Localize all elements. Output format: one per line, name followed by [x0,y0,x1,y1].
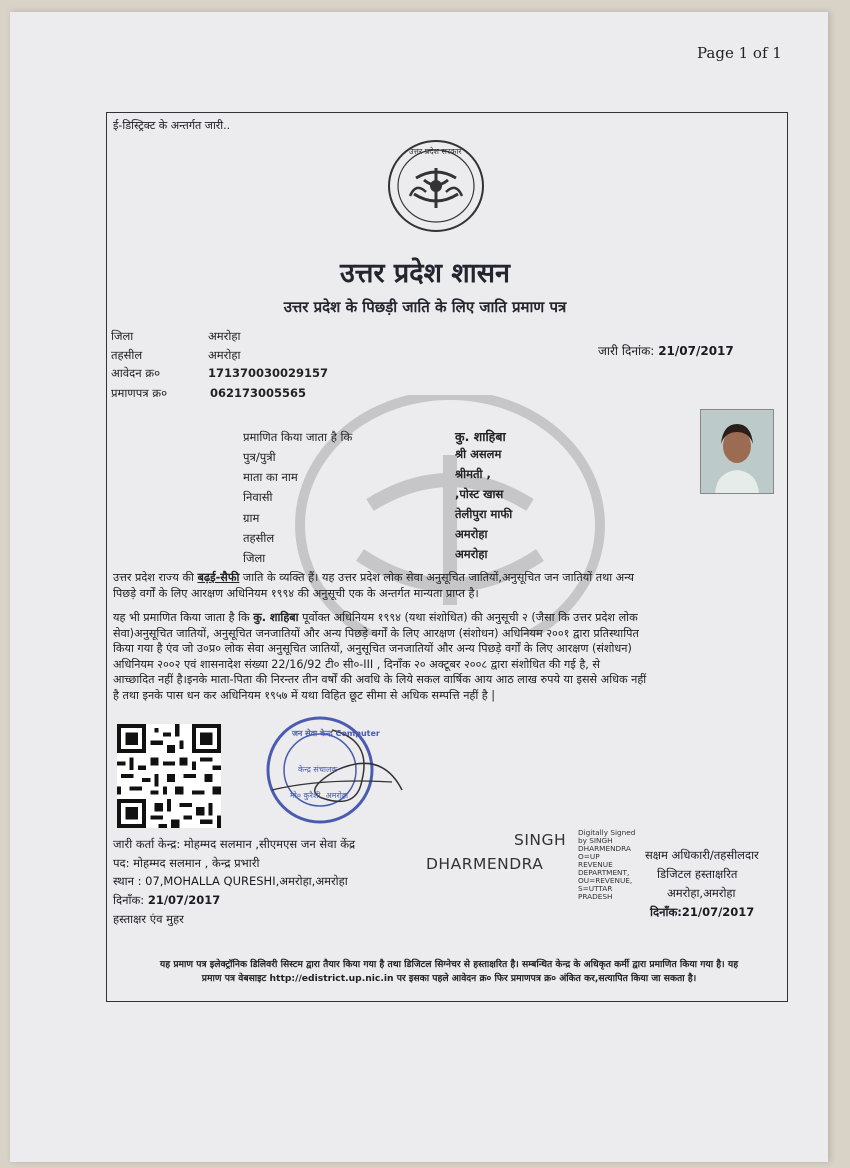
detail-district-value: अमरोहा [455,547,488,561]
meta-application-value: 171370030029157 [208,366,329,380]
digital-sign-detail: by SINGH [578,836,613,845]
digital-sign-name-2: DHARMENDRA [426,855,544,873]
detail-tehsil-label: तहसील [243,531,275,545]
meta-tehsil-value: अमरोहा [208,348,241,362]
meta-certificate-label: प्रमाणपत्र क्र० [111,386,168,400]
authority-sign-type: डिजिटल हस्ताक्षरित [657,867,738,881]
digital-sign-detail: OU=REVENUE, [578,876,633,885]
meta-tehsil-label: तहसील [111,348,143,362]
issuer-place: स्थान : 07,MOHALLA QURESHI,अमरोहा,अमरोहा [113,874,348,888]
header-note: ई-डिस्ट्रिक्ट के अन्तर्गत जारी.. [113,119,231,132]
issue-date-value: 21/07/2017 [658,344,734,358]
detail-district-label: जिला [243,551,266,565]
para2-line5: आच्छादित नहीं है।इनके माता-पिता की निरन्तर तीन वर्षों की अवधि के लिये सकल वार्षिक आय आठ लाख रुपये या इससे अधिक नहीं [113,673,647,686]
detail-resident-label: निवासी [243,490,273,504]
detail-mother-value: श्रीमती , [455,467,491,481]
footer-line2: प्रमाण पत्र वेबसाइट http://edistrict.up.nic.in पर इसका पहले आवेदन क्र० फिर प्रमाणपत्र क्र० अंकित कर,सत्यापित किया जा सकता है। [201,973,697,984]
meta-district-value: अमरोहा [208,329,241,343]
issuer-sign-label: हस्ताक्षर एंव मुहर [113,912,184,926]
meta-application-label: आवेदन क्र० [111,366,161,380]
stamp-bottom-text: मो० कुरैशी, अमरोहा [290,791,349,800]
emblem-text: उत्तर प्रदेश सरकार [409,147,462,156]
digital-sign-details [578,829,635,901]
detail-village-label: ग्राम [243,511,260,525]
footer-line1: यह प्रमाण पत्र इलेक्ट्रॉनिक डिलिवरी सिस्टम द्वारा तैयार किया गया है तथा डिजिटल सिग्नेचर से हस्ताक्षरित है। सम्बन्धित केन्द्र के अधिकृत कर्मी द्वारा प्रमाणित किया गया है। यह [159,959,739,970]
document-title: उत्तर प्रदेश शासन [340,258,510,289]
digital-sign-name-1: SINGH [514,831,567,849]
issuer-date-label: दिनाँक: [113,893,145,907]
para2-line1-pre: यह भी प्रमाणित किया जाता है कि [113,611,254,624]
applicant-portrait-icon [701,410,773,493]
para2-line1-post: पूर्वोक्त अधिनियम १९९४ (यथा संशोधित) की अनुसूची २ (जैसा कि उत्तर प्रदेश लोक [298,611,638,624]
issuer-center: जारी कर्ता केन्द्र: मोहम्मद सलमान ,सीएमएस जन सेवा केंद्र [113,837,356,851]
paragraph-caste [113,570,785,601]
issue-date-label: जारी दिनांक: [598,344,655,358]
digital-sign-detail: O=UP [578,852,600,861]
para1-caste: बढ़ई-सैफी [197,571,240,584]
para2-line3: किया गया है एंव जो उ०प्र० लोक सेवा अनुसूचित जातियों, अनुसूचित जनजातियों और अन्य पिछड़े वर्गों के लिए आरक्षण (संशोधन) [113,642,632,655]
meta-district-label: जिला [111,329,134,343]
detail-resident-value: ,पोस्ट खास [455,487,504,501]
document-subtitle: उत्तर प्रदेश के पिछड़ी जाति के लिए जाति प्रमाण पत्र [283,298,567,316]
page-number: Page 1 of 1 [697,44,782,62]
stamp-outer-text: जन सेवा केन्द्र Computer [292,729,380,738]
authority-designation: सक्षम अधिकारी/तहसीलदार [645,848,759,862]
paragraph-certification [113,610,785,703]
verification-qr-code [117,724,221,828]
para2-line4: अधिनियम २००२ एवं शासनादेश संख्या 22/16/92 टी० सी०-III , दिनाँक २० अक्टूबर २००८ द्वारा संशोधित की गई है, से [113,657,600,671]
para1-line2: पिछड़े वर्गों के लिए आरक्षण अधिनियम १९९४ की अनुसूची एक के अन्तर्गत मान्यता प्राप्त है। [113,586,479,600]
authority-date: दिनाँक:21/07/2017 [650,905,755,919]
detail-mother-label: माता का नाम [243,470,298,484]
detail-certified-label: प्रमाणित किया जाता है कि [243,430,353,444]
digital-sign-detail: DEPARTMENT, [578,868,630,877]
detail-tehsil-value: अमरोहा [455,527,488,541]
para2-line2: सेवा)अनुसूचित जातियों, अनुसूचित जनजातियों और अन्य पिछड़े वर्गों के लिए आरक्षण (संशोधन) अधिनियम २००१ द्वारा प्रतिस्थापित [113,626,639,640]
para2-name: कु. शाहिबा [253,611,299,624]
digital-sign-detail: REVENUE [578,860,613,869]
para1-line1-pre: उत्तर प्रदेश राज्य की [113,571,198,584]
detail-child-of-label: पुत्र/पुत्री [243,450,276,464]
issuer-date [113,893,220,908]
digital-sign-detail: S=UTTAR [578,884,613,893]
detail-child-of-value: श्री असलम [455,447,502,461]
detail-certified-value: कु. शाहिबा [455,429,506,444]
issue-date [598,342,734,359]
issuer-post: पद: मोहम्मद सलमान , केन्द्र प्रभारी [113,856,260,870]
detail-village-value: तेलीपुरा माफी [455,507,513,521]
authority-place: अमरोहा,अमरोहा [667,886,736,900]
digital-sign-detail: DHARMENDRA [578,844,631,853]
para1-line1-post: जाति के व्यक्ति हैं। यह उत्तर प्रदेश लोक सेवा अनुसूचित जातियों,अनुसूचित जन जातियों तथा अन्य [239,571,635,584]
digital-sign-detail: PRADESH [578,892,613,901]
stamp-inner-text: केन्द्र संचालक [298,765,338,774]
meta-certificate-value: 062173005565 [210,386,307,400]
para2-line6: है तथा इनके पास धन कर अधिनियम १९५७ में यथा विहित छूट सीमा से अधिक सम्पत्ति नहीं है | [113,688,496,702]
digital-sign-detail: Digitally Signed [578,828,636,837]
applicant-photo [700,409,774,494]
issuer-date-value: 21/07/2017 [147,893,221,907]
footer-note [113,958,785,986]
